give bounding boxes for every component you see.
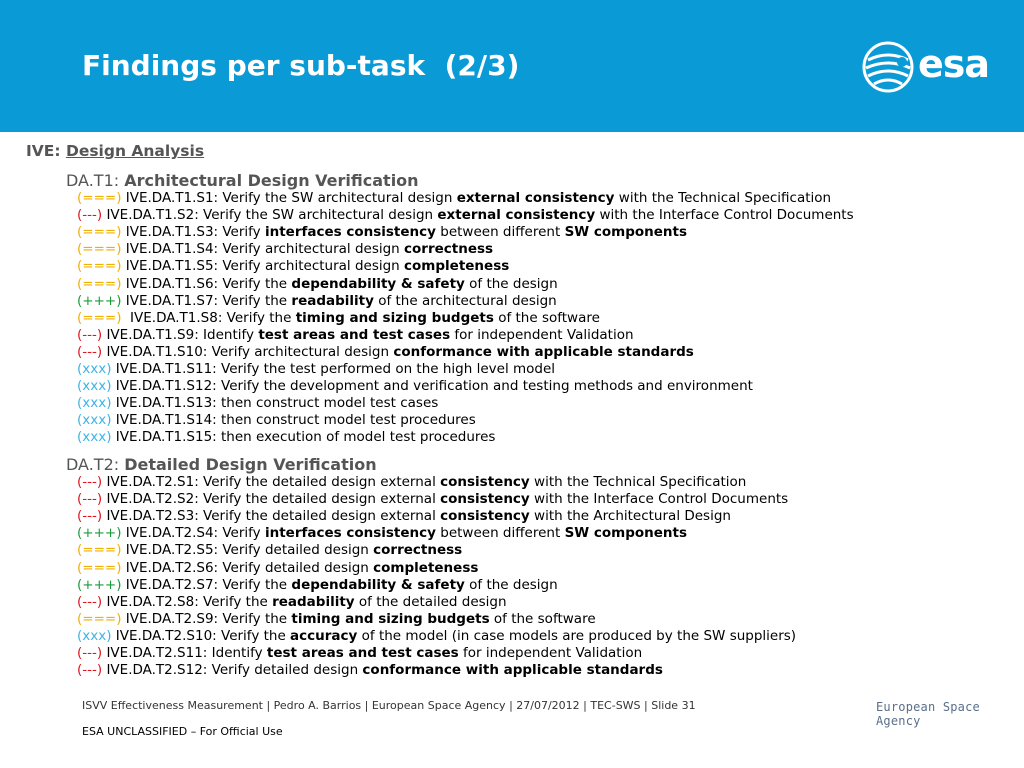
finding-text: IVE.DA.T2.S7: Verify the <box>121 576 292 593</box>
finding-text: with the Technical Specification <box>529 474 747 490</box>
finding-status: (---) <box>77 326 103 343</box>
finding-text: of the design <box>464 576 558 593</box>
finding-keyword: SW components <box>564 224 688 241</box>
esa-logo-text: esa <box>918 42 990 86</box>
finding-keyword: correctness <box>373 542 463 559</box>
finding-item <box>77 508 731 525</box>
finding-text: IVE.DA.T1.S14: then construct model test procedures <box>111 412 476 429</box>
finding-text: of the detailed design <box>354 593 507 610</box>
finding-status: (===) <box>77 559 122 576</box>
finding-status: (===) <box>77 224 122 241</box>
finding-text: IVE.DA.T2.S4: Verify <box>121 525 265 542</box>
finding-item <box>77 474 746 491</box>
finding-text: between different <box>435 525 565 542</box>
finding-status: (---) <box>77 662 103 679</box>
finding-keyword: test areas and test cases <box>266 645 459 661</box>
finding-text: IVE.DA.T1.S2: Verify the SW architectural design <box>102 207 438 224</box>
finding-keyword: SW components <box>564 525 688 542</box>
finding-text: of the software <box>493 309 600 326</box>
finding-item <box>77 276 558 293</box>
finding-keyword: correctness <box>404 241 494 258</box>
finding-keyword: conformance with applicable standards <box>362 662 663 679</box>
finding-item <box>77 560 478 577</box>
finding-status: (===) <box>77 610 122 627</box>
finding-text: IVE.DA.T2.S6: Verify detailed design <box>121 559 374 576</box>
finding-status: (xxx) <box>77 412 112 429</box>
slide-title: Findings per sub-task (2/3) <box>82 49 520 82</box>
finding-item <box>77 594 507 611</box>
finding-text: IVE.DA.T2.S9: Verify the <box>121 610 292 627</box>
finding-text: with the Technical Specification <box>614 190 832 206</box>
finding-text: IVE.DA.T2.S3: Verify the detailed design external <box>102 508 441 525</box>
finding-keyword: readability <box>291 292 374 309</box>
finding-text: IVE.DA.T2.S2: Verify the detailed design external <box>102 491 441 508</box>
finding-text: of the architectural design <box>373 292 557 309</box>
finding-keyword: completeness <box>373 559 479 576</box>
footer-classification: ESA UNCLASSIFIED – For Official Use <box>82 725 283 738</box>
task-title: Detailed Design Verification <box>124 455 377 474</box>
finding-item <box>77 224 687 241</box>
finding-text: IVE.DA.T2.S5: Verify detailed design <box>121 542 374 559</box>
esa-globe-icon <box>862 40 916 94</box>
finding-item <box>77 327 634 344</box>
finding-text: with the Architectural Design <box>529 508 731 525</box>
finding-text: with the Interface Control Documents <box>529 491 789 508</box>
finding-status: (===) <box>77 542 122 559</box>
finding-status: (---) <box>77 207 103 224</box>
finding-text: IVE.DA.T1.S10: Verify architectural design <box>102 343 394 360</box>
finding-status: (---) <box>77 474 103 490</box>
finding-status: (xxx) <box>77 429 112 446</box>
finding-keyword: external consistency <box>456 190 615 206</box>
finding-keyword: external consistency <box>437 207 596 224</box>
finding-status: (---) <box>77 491 103 508</box>
finding-status: (---) <box>77 508 103 525</box>
finding-status: (+++) <box>77 292 122 309</box>
finding-item <box>77 258 509 275</box>
finding-status: (xxx) <box>77 395 112 412</box>
finding-keyword: timing and sizing budgets <box>295 309 494 326</box>
finding-item <box>77 429 495 446</box>
task-heading <box>66 171 419 190</box>
finding-item <box>77 611 596 628</box>
finding-status: (---) <box>77 343 103 360</box>
finding-item <box>77 628 796 645</box>
finding-item <box>77 525 687 542</box>
finding-text: with the Interface Control Documents <box>595 207 854 224</box>
finding-text: IVE.DA.T1.S12: Verify the development and verification and testing methods and environment <box>111 378 753 395</box>
finding-keyword: conformance with applicable standards <box>393 343 694 360</box>
finding-status: (===) <box>77 309 122 326</box>
finding-item <box>77 662 663 679</box>
finding-item <box>77 361 555 378</box>
finding-text: of the design <box>464 275 558 292</box>
finding-item <box>77 491 788 508</box>
finding-item <box>77 241 493 258</box>
finding-keyword: dependability & safety <box>291 576 465 593</box>
footer-info: ISVV Effectiveness Measurement | Pedro A. Barrios | European Space Agency | 27/07/2012 | TEC-SWS | Slide 31 <box>82 699 696 712</box>
finding-status: (===) <box>77 275 122 292</box>
finding-text: IVE.DA.T2.S11: Identify <box>102 645 267 661</box>
finding-keyword: interfaces consistency <box>264 224 436 241</box>
finding-text: IVE.DA.T2.S1: Verify the detailed design external <box>102 474 441 490</box>
finding-status: (xxx) <box>77 627 112 644</box>
esa-logo <box>862 40 1002 94</box>
finding-status: (+++) <box>77 525 122 542</box>
finding-text: of the software <box>489 610 596 627</box>
footer-brand: European Space Agency <box>876 700 980 728</box>
finding-text: IVE.DA.T1.S3: Verify <box>121 224 265 241</box>
finding-keyword: test areas and test cases <box>258 326 451 343</box>
finding-text: for independent Validation <box>458 645 643 661</box>
finding-text: IVE.DA.T2.S12: Verify detailed design <box>102 662 363 679</box>
finding-status: (===) <box>77 241 122 258</box>
finding-keyword: consistency <box>440 508 530 525</box>
task-code: DA.T1: <box>66 171 125 190</box>
finding-item <box>77 395 438 412</box>
finding-text: IVE.DA.T1.S8: Verify the <box>121 309 296 326</box>
finding-text: between different <box>435 224 565 241</box>
finding-keyword: consistency <box>440 491 530 508</box>
section-title: Design Analysis <box>65 142 205 160</box>
finding-keyword: accuracy <box>290 627 358 644</box>
finding-item <box>77 378 753 395</box>
finding-status: (===) <box>77 190 122 206</box>
finding-item <box>77 645 642 662</box>
finding-keyword: timing and sizing budgets <box>291 610 490 627</box>
task-title: Architectural Design Verification <box>124 171 419 190</box>
finding-text: IVE.DA.T1.S6: Verify the <box>121 275 292 292</box>
finding-status: (---) <box>77 593 103 610</box>
finding-status: (---) <box>77 645 103 661</box>
section-prefix: IVE: <box>26 142 66 160</box>
finding-text: IVE.DA.T1.S13: then construct model test cases <box>111 395 439 412</box>
finding-text: IVE.DA.T1.S11: Verify the test performed on the high level model <box>111 361 556 377</box>
finding-item <box>77 293 557 310</box>
finding-status: (+++) <box>77 576 122 593</box>
finding-status: (===) <box>77 258 122 275</box>
finding-keyword: dependability & safety <box>291 275 465 292</box>
finding-item <box>77 344 694 361</box>
finding-item <box>77 412 476 429</box>
finding-text: of the model (in case models are produced by the SW suppliers) <box>357 627 797 644</box>
finding-item <box>77 190 831 207</box>
task-heading <box>66 455 377 474</box>
finding-text: IVE.DA.T1.S7: Verify the <box>121 292 292 309</box>
finding-text: IVE.DA.T1.S9: Identify <box>102 326 259 343</box>
section-heading <box>26 142 204 160</box>
finding-item <box>77 542 462 559</box>
finding-text: IVE.DA.T1.S1: Verify the SW architectural design <box>121 190 457 206</box>
finding-text: IVE.DA.T1.S5: Verify architectural design <box>121 258 405 275</box>
finding-keyword: readability <box>272 593 355 610</box>
finding-text: for independent Validation <box>450 326 634 343</box>
finding-text: IVE.DA.T2.S10: Verify the <box>111 627 291 644</box>
task-code: DA.T2: <box>66 455 125 474</box>
slide-header <box>0 0 1024 132</box>
finding-item <box>77 577 558 594</box>
finding-keyword: completeness <box>404 258 510 275</box>
finding-text: IVE.DA.T1.S4: Verify architectural design <box>121 241 405 258</box>
finding-status: (xxx) <box>77 361 112 377</box>
finding-text: IVE.DA.T1.S15: then execution of model test procedures <box>111 429 496 446</box>
finding-text: IVE.DA.T2.S8: Verify the <box>102 593 273 610</box>
finding-item <box>77 207 854 224</box>
finding-item <box>77 310 600 327</box>
finding-status: (xxx) <box>77 378 112 395</box>
finding-keyword: consistency <box>440 474 530 490</box>
finding-keyword: interfaces consistency <box>264 525 436 542</box>
